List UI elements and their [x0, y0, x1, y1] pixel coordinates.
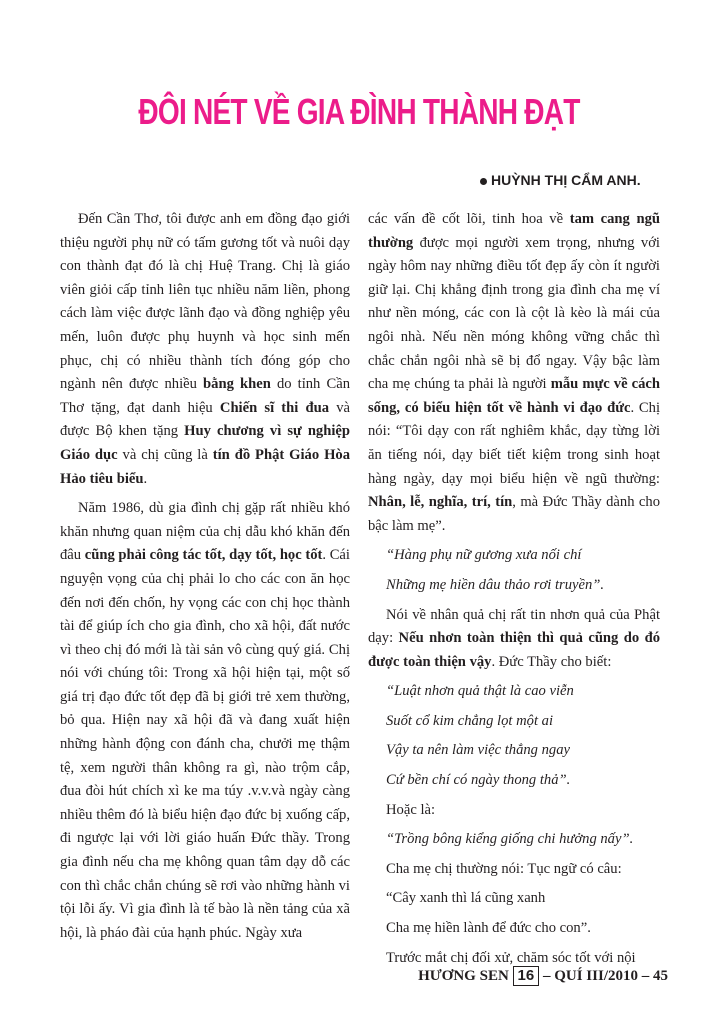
page-footer — [408, 964, 668, 988]
paragraph: các vấn đề cốt lõi, tinh hoa về tam cang ngũ thường được mọi người xem trọng, nhưng với ngày hôm nay những điều tốt đẹp ấy còn ít người giữ lại. Chị khẳng định trong gia đình cha mẹ ví như nền móng, các con là cột là kèo là mái của ngôi nhà. Nếu nền móng không vững chắc thì chắc chắn ngôi nhà sẽ bị đổ ngay. Vậy bậc làm cha mẹ chúng ta phải là người mẫu mực về cách sống, có biểu hiện tốt về hành vi đạo đức. Chị nói: “Tôi dạy con rất nghiêm khắc, dạy từng lời ăn tiếng nói, dạy biết tiết kiệm trong sinh hoạt hàng ngày, dạy mọi biểu hiện về ngũ thường: Nhân, lễ, nghĩa, trí, tín, mà Đức Thầy dành cho bậc làm mẹ”. — [368, 211, 660, 534]
left-column — [60, 208, 350, 945]
verse-line: “Luật nhơn quả thật là cao viễn — [386, 683, 574, 700]
author-name: HUỲNH THỊ CẨM ANH. — [491, 172, 641, 188]
verse-line: Suốt cổ kim chẳng lọt một ai — [386, 712, 553, 729]
quote-line: “Cây xanh thì lá cũng xanh — [386, 890, 546, 907]
bullet-icon — [480, 178, 487, 185]
paragraph: Cha mẹ chị thường nói: Tục ngữ có câu: — [386, 860, 622, 877]
author-byline — [480, 170, 670, 190]
paragraph: Trước mắt chị đối xử, chăm sóc tốt với nội — [386, 949, 636, 966]
verse-line: Cứ bền chí có ngày thong thả”. — [386, 772, 571, 789]
verse-line: Những mẹ hiền dâu thảo rơi truyền”. — [386, 576, 605, 593]
paragraph: Đến Cần Thơ, tôi được anh em đồng đạo giới thiệu người phụ nữ có tấm gương tốt và nuôi dạy con thành đạt đó là chị Huệ Trang. Chị là giáo viên giỏi cấp tỉnh liên tục nhiều năm liền, phong cách làm việc được lãnh đạo và đồng nghiệp yêu mến, luôn được phụ huynh và học sinh mến phục, chị có nhiều thành tích đóng góp cho ngành nên được nhiều bằng khen do tỉnh Cần Thơ tặng, đạt danh hiệu Chiến sĩ thi đua và được Bộ khen tặng Huy chương vì sự nghiệp Giáo dục và chị cũng là tín đồ Phật Giáo Hòa Hảo tiêu biểu. — [60, 211, 351, 487]
magazine-name: HƯƠNG SEN — [418, 968, 509, 984]
article-title: ĐÔI NÉT VỀ GIA ĐÌNH THÀNH ĐẠT — [138, 91, 580, 132]
verse-line: “Trồng bông kiểng giống chi hưởng nấy”. — [386, 831, 634, 848]
verse-line: “Hàng phụ nữ gương xưa nối chí — [386, 547, 582, 564]
quote-line: Cha mẹ hiền lành để đức cho con”. — [386, 920, 591, 937]
issue-date-page: – QUÍ III/2010 – 45 — [542, 968, 668, 984]
verse-line: Vậy ta nên làm việc thẳng ngay — [386, 742, 570, 759]
paragraph: Năm 1986, dù gia đình chị gặp rất nhiều khó khăn nhưng quan niệm của chị dẫu khó khăn đến đâu cũng phải công tác tốt, dạy tốt, học tốt. Cái nguyện vọng của chị phải lo cho các con ăn học đến nơi đến chốn, hy vọng các con chị học thành tài để giúp ích cho gia đình, cho xã hội, đất nước vì theo chị đó mới là tài sản vô cùng quý giá. Chị nói với chúng tôi: Trong xã hội hiện tại, một số giá trị đạo đức tốt đẹp đã bị giới trẻ xem thường, bỏ qua. Hiện nay xã hội đã và đang xuất hiện những hành động con đánh cha, chưởi mẹ thậm tệ, xem người thân không ra gì, nào trộm cắp, đua đòi hút chích xì ke ma túy .v.v.và ngày càng nhiều thêm đó là biểu hiện đạo đức bị xuống cấp, đi ngược lại với lời giáo huấn Đức thầy. Trong gia đình nếu cha mẹ không quan tâm dạy dỗ các con thì chắc chắn chúng sẽ rơi vào những hành vi tội lỗi ấy. Vì gia đình là tế bào là nền tảng của xã hội, là pháo đài của hạnh phúc. Ngày xưa — [60, 500, 350, 941]
right-column — [368, 208, 660, 970]
paragraph: Nói về nhân quả chị rất tin nhơn quả của Phật dạy: Nếu nhơn toàn thiện thì quả cũng do đó được toàn thiện vậy. Đức Thầy cho biết: — [368, 606, 660, 670]
paragraph: Hoặc là: — [386, 801, 436, 818]
issue-number: 16 — [513, 966, 540, 986]
